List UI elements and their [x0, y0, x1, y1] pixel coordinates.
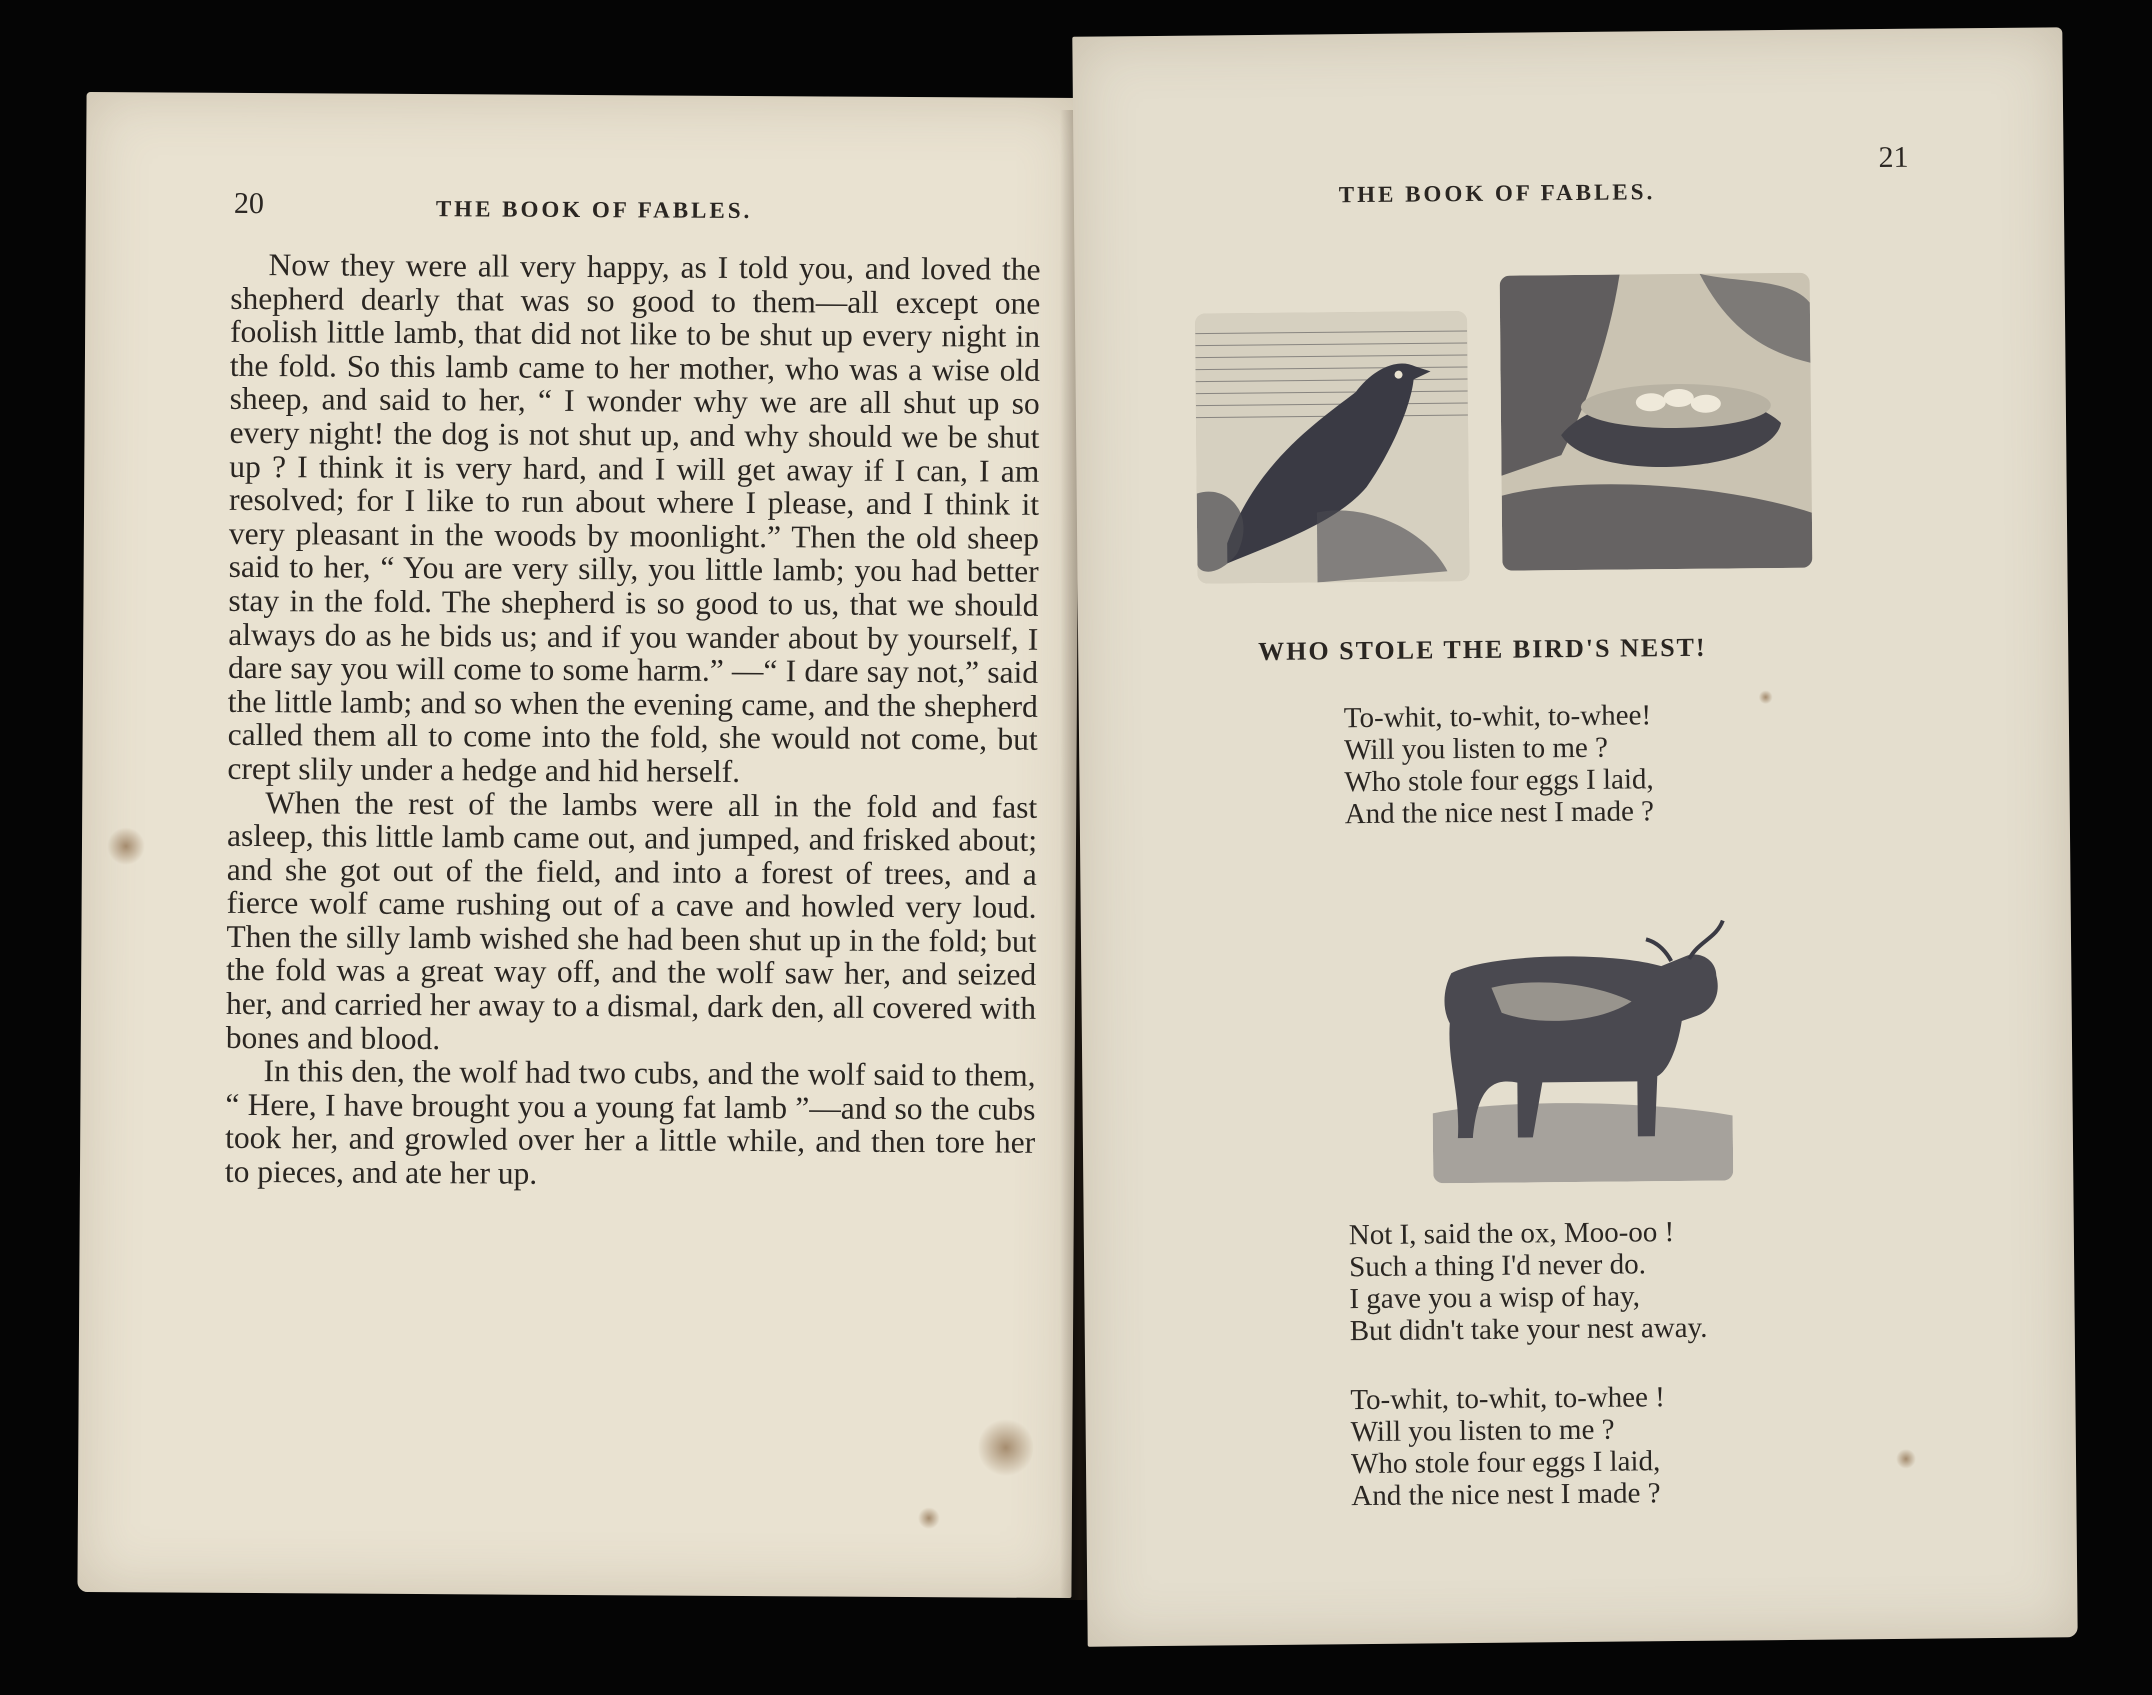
bird-illustration: [1195, 311, 1470, 584]
foxing-spot: [1759, 690, 1773, 704]
foxing-spot: [1896, 1449, 1916, 1469]
fable-text: [225, 248, 1041, 1194]
poem-line: Will you listen to me ?: [1344, 731, 1609, 767]
foxing-spot: [978, 1417, 1033, 1477]
page-number-left: 20: [233, 186, 265, 221]
poem-title: WHO STOLE THE BIRD'S NEST!: [1258, 632, 1707, 667]
right-page: [1072, 27, 2077, 1646]
poem-line: Who stole four eggs I laid,: [1350, 1445, 1661, 1481]
left-page: [77, 92, 1080, 1598]
poem-line: I gave you a wisp of hay,: [1349, 1280, 1641, 1316]
paragraph-3: In this den, the wolf had two cubs, and the wolf said to them, “ Here, I have brought you a young fat lamb ”—and so the cubs took her, and growled over her a little while, and then tore her to pieces, and ate her up.: [224, 1053, 1036, 1191]
nest-illustration: [1500, 273, 1813, 571]
poem-line: Such a thing I'd never do.: [1348, 1248, 1647, 1284]
running-head-left: THE BOOK OF FABLES.: [435, 196, 753, 224]
ox-illustration: [1431, 911, 1734, 1184]
running-head-right: THE BOOK OF FABLES.: [1338, 179, 1656, 208]
foxing-spot: [918, 1507, 940, 1529]
poem-line: But didn't take your nest away.: [1349, 1311, 1708, 1348]
poem-stanza: [1349, 1216, 1708, 1347]
poem-line: To-whit, to-whit, to-whee!: [1343, 699, 1652, 735]
paragraph-2: When the rest of the lambs were all in the fold and fast asleep, this little lamb came out, and jumped, and frisked about; and she got out of the field, and into a forest of trees, and a fierce wolf came rushing out of a cave and howled very loud. Then the silly lamb wished she had been shut up in the fold; but the fold was a great way off, and the wolf saw her, and seized her, and carried her away to a dismal, dark den, all covered with bones and blood.: [225, 784, 1038, 1056]
poem-stanza: [1350, 1381, 1666, 1512]
poem-line: And the nice nest I made ?: [1344, 795, 1655, 831]
poem-stanza: [1344, 699, 1654, 830]
poem-line: Who stole four eggs I laid,: [1344, 763, 1654, 799]
poem-line: Will you listen to me ?: [1350, 1413, 1615, 1449]
paragraph-1: Now they were all very happy, as I told you, and loved the shepherd dearly that was so good to them—all except one foolish little lamb, that did not like to be shut up every night in the fold. So this lamb came to her mother, who was a wise old sheep, and said to her, “ I wonder why we are all shut up so every night! the dog is not shut up, and why should we be shut up ? I think it is very hard, and I will get away if I can, I am resolved; for I like to run about where I please, and I think it very pleasant in the woods by moonlight.” Then the old sheep said to her, “ You are very silly, you little lamb; you had better stay in the fold. The shepherd is so good to us, that we should always do as he bids us; and if you wander about by yourself, I dare say you will come to some harm.” —“ I dare say not,” said the little lamb; and so when the evening came, and the shepherd called them all to come into the fold, she would not come, but crept slily under a hedge and hid herself.: [227, 247, 1041, 789]
poem-line: Not I, said the ox, Moo-oo !: [1348, 1216, 1675, 1252]
poem-line: And the nice nest I made ?: [1351, 1477, 1661, 1513]
poem-line: To-whit, to-whit, to-whee !: [1350, 1381, 1666, 1417]
page-number-right: 21: [1878, 140, 1909, 175]
foxing-spot: [107, 827, 145, 865]
